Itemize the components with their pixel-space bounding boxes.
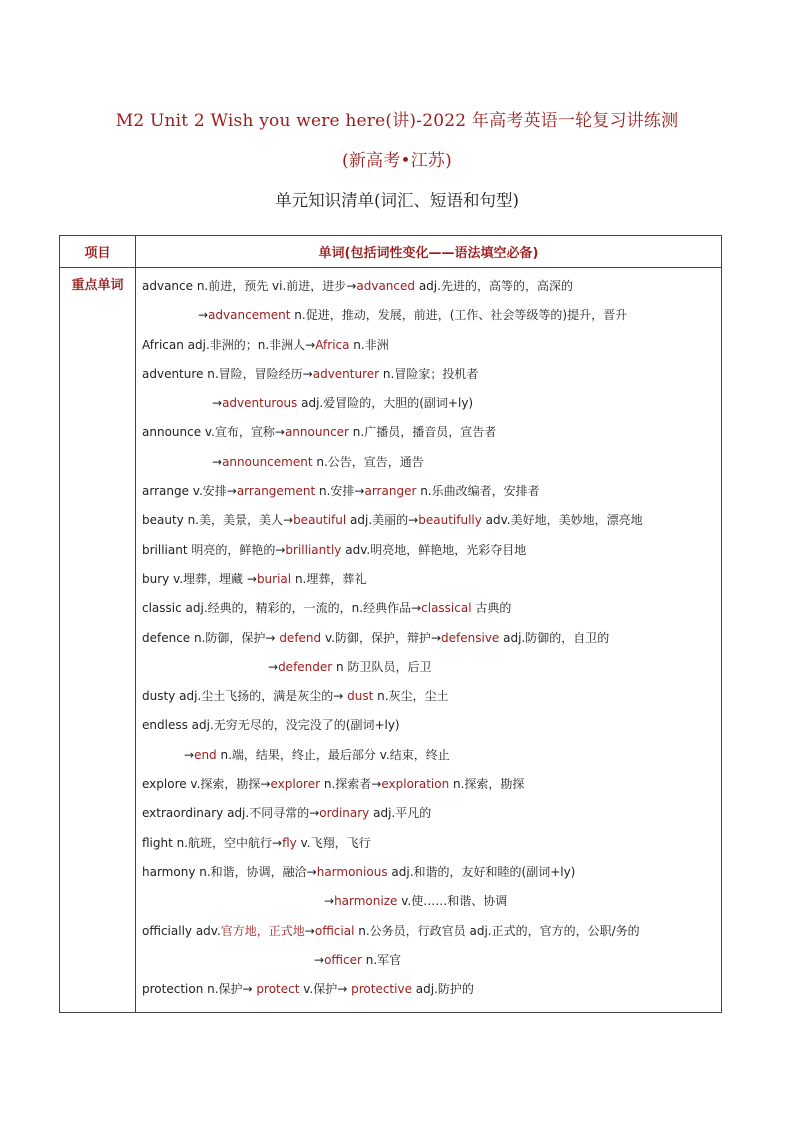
entry-text: → [304,923,315,938]
entry-text: classic adj.经典的，精彩的，一流的，n.经典作品→ [142,601,422,616]
entry-text: adj.防护的 [411,982,474,997]
entry-text: advance n.前进，预先 vi.前进，进步→ [142,279,357,293]
document-subtitle: 单元知识清单(词汇、短语和句型) [275,191,519,210]
word-entry [142,598,721,627]
header-words: 单词(包括词性变化——语法填空必备) [136,236,722,268]
derived-word: advanced [356,279,416,293]
entry-text: officially adv. [142,923,221,938]
entry-text: arrange v.安排→ [142,484,237,499]
entry-text: adj.和谐的，友好和睦的(副词+ly) [387,864,576,879]
derived-word: protective [351,982,412,997]
entry-text: defence n.防御，保护→ [142,630,280,645]
entry-text: n.埋葬，葬礼 [291,571,367,586]
entry-text: announce v.宣布，宣称→ [142,425,285,440]
table-header-row [60,236,722,268]
entry-text: African adj.非洲的；n.非洲人→ [142,337,316,352]
entry-text: → [314,952,325,967]
table-row [60,268,722,1013]
entry-text: → [268,659,279,674]
entry-text: n.公务员，行政官员 adj.正式的，官方的，公职/务的 [354,923,640,938]
derived-word: announcement [222,454,313,469]
entry-text: n.探索者→ [320,777,382,792]
derived-word: classical [421,601,472,616]
word-entry [142,422,721,451]
word-entry [142,715,721,744]
derived-word: arranger [364,484,417,499]
word-entry [142,891,721,920]
word-entry [142,540,721,569]
entry-text: n.灰尘，尘土 [373,689,449,704]
entry-text: adj.爱冒险的，大胆的(副词+ly) [297,396,474,411]
entry-text: brilliant 明亮的，鲜艳的→ [142,542,286,557]
document-title-region: (新高考•江苏) [342,151,452,171]
word-entries [136,268,722,1013]
derived-word: adventurous [222,396,298,411]
word-entry [142,628,721,657]
entry-text: flight n.航班，空中航行→ [142,835,283,850]
word-entry [142,569,721,598]
word-entry [142,803,721,832]
entry-text: adj.美丽的→ [346,513,419,528]
derived-word: harmonious [316,864,388,879]
derived-word: brilliantly [285,542,342,557]
word-entry [142,335,721,364]
entry-text: bury v.埋葬，埋藏 → [142,571,257,586]
derived-word: defender [278,659,333,674]
derived-word: harmonize [334,894,398,909]
word-entry [142,393,721,422]
word-entry [142,364,721,393]
word-entry [142,862,721,891]
derived-word: advancement [208,308,291,323]
entry-text: n 防卫队员，后卫 [332,659,432,674]
word-entry [142,481,721,510]
category-label: 重点单词 [60,268,136,1013]
word-entry [142,950,721,979]
word-entry [142,276,721,305]
entry-text: n.冒险家；投机者 [379,366,479,381]
derived-word: arrangement [236,484,316,499]
document-title: M2 Unit 2 Wish you were here(讲)-2022 年高考英语一轮复习讲练测 [115,111,679,131]
word-entry [142,921,721,950]
entry-text: n.端，结果，终止，最后部分 v.结束，终止 [216,747,450,762]
word-entry [142,657,721,686]
word-entry [142,305,721,334]
entry-text: n.广播员，播音员，宣告者 [348,425,497,440]
derived-word: explorer [270,777,321,792]
entry-text: → [212,396,223,411]
derived-word: exploration [381,777,450,792]
entry-text: n.促进，推动，发展，前进，(工作、社会等级等的)提升，晋升 [290,308,628,323]
entry-text: adv.明亮地，鲜艳地，光彩夺目地 [341,542,527,557]
entry-text: → [184,747,195,762]
header-category: 项目 [60,236,136,268]
word-entry [142,686,721,715]
entry-text: extraordinary adj.不同寻常的→ [142,806,320,821]
entry-text: → [198,308,209,323]
entry-text: n.探索，勘探 [449,777,525,792]
entry-text: n.军官 [361,952,402,967]
word-entry [142,745,721,774]
derived-word: defensive [441,630,500,645]
derived-word: adventurer [312,366,380,381]
word-entry [142,979,721,1008]
derived-word: beautiful [293,513,347,528]
entry-text: adj.先进的，高等的，高深的 [415,279,573,293]
word-entry [142,452,721,481]
entry-text: adj.防御的，自卫的 [499,630,610,645]
word-entry [142,833,721,862]
entry-text: v.使……和谐、协调 [397,894,508,909]
derived-word: 官方地，正式地 [220,923,305,938]
entry-text: endless adj.无穷无尽的，没完没了的(副词+ly) [142,718,400,733]
word-entry [142,510,721,539]
entry-text: dusty adj.尘土飞扬的，满是灰尘的→ [142,689,348,704]
entry-text: n.公告，宣告，通告 [312,454,424,469]
entry-text: 古典的 [471,601,512,616]
entry-text: v.飞翔，飞行 [296,835,371,850]
entry-text: adv.美好地，美妙地，漂亮地 [481,513,643,528]
derived-word: Africa [315,337,350,352]
word-entry [142,774,721,803]
entry-text: adventure n.冒险，冒险经历→ [142,366,313,381]
entry-text: beauty n.美，美景，美人→ [142,513,294,528]
entry-text: explore v.探索，勘探→ [142,777,271,792]
derived-word: protect [256,982,300,997]
derived-word: officer [324,952,362,967]
entry-text: adj.平凡的 [369,806,432,821]
derived-word: announcer [284,425,349,440]
entry-text: harmony n.和谐，协调，融洽→ [142,864,317,879]
entry-text: → [212,454,223,469]
derived-word: fly [282,835,297,850]
derived-word: end [194,747,217,762]
entry-text: → [324,894,335,909]
derived-word: official [314,923,355,938]
entry-text: v.防御，保护，辩护→ [321,630,442,645]
derived-word: dust [347,689,374,704]
vocabulary-table [59,235,722,1013]
entry-text: n.乐曲改编者，安排者 [416,484,540,499]
derived-word: burial [256,571,292,586]
entry-text: v.保护→ [299,982,352,997]
derived-word: ordinary [319,806,370,821]
derived-word: defend [279,630,322,645]
entry-text: n.安排→ [315,484,365,499]
entry-text: protection n.保护→ [142,982,257,997]
derived-word: beautifully [418,513,482,528]
entry-text: n.非洲 [349,337,389,352]
